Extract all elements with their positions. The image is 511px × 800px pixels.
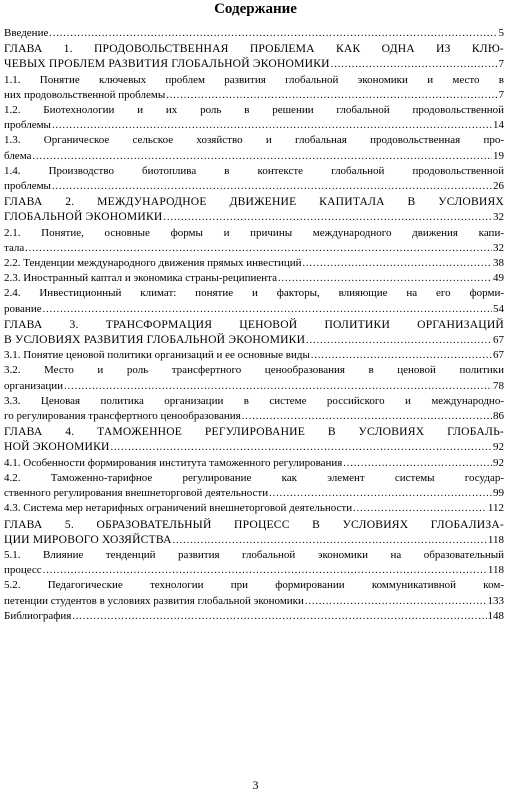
toc-entry-text-line: НОЙ ЭКОНОМИКИ	[4, 440, 110, 454]
toc-page-number: 26	[493, 180, 504, 193]
dot-leader	[49, 26, 497, 41]
toc-entry-last-line	[4, 409, 504, 424]
dot-leader	[25, 241, 492, 256]
toc-entry-text-line: 4.3. Система мер нетарифных ограничений внешнеторговой деятельности	[4, 502, 353, 515]
toc-entry-text-line: 1.1. Понятие ключевых проблем развития глобальной экономики и место в	[4, 73, 504, 86]
toc-page-number: 32	[493, 241, 504, 254]
dot-leader	[52, 179, 492, 194]
dot-leader	[353, 501, 487, 516]
dot-leader	[111, 440, 492, 455]
dot-leader	[303, 256, 493, 271]
toc-entry-text-line: ЦИИ МИРОВОГО ХОЗЯЙСТВА	[4, 532, 172, 546]
dot-leader	[242, 409, 492, 424]
toc-entry-text-line: 4.2. Таможенно-тарифное регулирование как элемент системы государ-	[4, 471, 504, 484]
toc-entry-text-line: 2.4. Инвестиционный климат: понятие и факторы, влияющие на его форми-	[4, 287, 504, 300]
dot-leader	[43, 563, 487, 578]
toc-page-number: 32	[493, 211, 504, 224]
toc-entry-last-line	[4, 179, 504, 194]
toc-entry-text-line: ственного регулирования внешнеторговой деятельности	[4, 487, 269, 500]
toc-entry-last-line	[4, 271, 504, 286]
toc-entry-last-line	[4, 532, 504, 548]
toc-entry	[4, 26, 504, 41]
toc-entry-last-line	[4, 209, 504, 225]
toc-page-number: 148	[487, 609, 504, 622]
toc-entry	[4, 548, 504, 578]
toc-entry-text-line: ГЛАВА 4. ТАМОЖЕННОЕ РЕГУЛИРОВАНИЕ В УСЛОВИЯХ ГЛОБАЛЬ-	[4, 425, 504, 439]
dot-leader	[331, 57, 498, 72]
toc-entry	[4, 103, 504, 133]
toc-entry-text-line: петенции студентов в условиях развития глобальной экономики	[4, 594, 304, 607]
dot-leader	[72, 609, 486, 624]
toc-entry-text-line: 4.1. Особенности формирования института таможенного регулирования	[4, 456, 343, 469]
toc-page-number: 78	[493, 379, 504, 392]
toc-entry-text-line: 3.2. Место и роль трансфертного ценообразования в ценовой политики	[4, 364, 504, 377]
dot-leader	[306, 333, 492, 348]
toc-chapter-entry	[4, 194, 504, 225]
page-number: 3	[252, 778, 259, 792]
toc-entry-last-line	[4, 594, 504, 609]
dot-leader	[311, 348, 492, 363]
toc-entry-last-line	[4, 486, 504, 501]
toc-entry	[4, 256, 504, 271]
toc-page-number: 92	[493, 456, 504, 469]
toc-entry	[4, 609, 504, 624]
toc-entry	[4, 164, 504, 194]
toc-page-number: 19	[493, 149, 504, 162]
toc-entry-text-line: 1.3. Органическое сельское хозяйство и глобальная продовольственная про-	[4, 134, 504, 147]
dot-leader	[163, 210, 492, 225]
toc-entry-text-line: 5.2. Педагогические технологии при формировании коммуникативной ком-	[4, 579, 504, 592]
toc-entry	[4, 73, 504, 103]
toc-entry-text-line: 3.3. Ценовая политика организации в системе российского и международно-	[4, 394, 504, 407]
toc-page-number: 5	[498, 27, 504, 39]
toc-entry-text-line: ЧЕВЫХ ПРОБЛЕМ РАЗВИТИЯ ГЛОБАЛЬНОЙ ЭКОНОМИКИ	[4, 57, 330, 71]
toc-page-number: 99	[493, 487, 504, 500]
toc-page-number: 38	[493, 257, 504, 270]
toc-page-number: 112	[487, 502, 504, 515]
table-of-contents	[4, 26, 504, 624]
dot-leader	[278, 271, 492, 286]
toc-entry-last-line	[4, 609, 504, 624]
toc-chapter-entry	[4, 424, 504, 455]
toc-entry-last-line	[4, 332, 504, 348]
dot-leader	[269, 486, 492, 501]
toc-entry	[4, 348, 504, 363]
toc-entry-last-line	[4, 302, 504, 317]
toc-entry-text-line: 1.2. Биотехнологии и их роль в решении глобальной продовольственной	[4, 104, 504, 117]
toc-entry	[4, 394, 504, 424]
toc-entry-text-line: ГЛАВА 5. ОБРАЗОВАТЕЛЬНЫЙ ПРОЦЕСС В УСЛОВИЯХ ГЛОБАЛИЗА-	[4, 517, 504, 531]
dot-leader	[166, 88, 497, 103]
toc-page-number: 133	[487, 594, 504, 607]
toc-entry-last-line	[4, 241, 504, 256]
toc-entry-last-line	[4, 501, 504, 516]
toc-page-number: 7	[498, 58, 504, 71]
toc-chapter-entry	[4, 41, 504, 72]
toc-entry-last-line	[4, 348, 504, 363]
toc-entry-text-line: 5.1. Влияние тенденций развития глобальной экономики на образовательный	[4, 548, 504, 561]
toc-entry-text-line: го регулирования трансфертного ценообразования	[4, 410, 241, 423]
toc-page-number: 86	[493, 410, 504, 423]
toc-page-number: 49	[493, 272, 504, 285]
toc-entry-text-line: рование	[4, 302, 42, 315]
toc-entry-text-line: 2.2. Тенденции международного движения прямых инвестиций	[4, 257, 302, 270]
toc-entry-last-line	[4, 379, 504, 394]
toc-entry-text-line: тала	[4, 241, 25, 254]
toc-entry-last-line	[4, 256, 504, 271]
toc-entry	[4, 363, 504, 393]
dot-leader	[343, 456, 492, 471]
toc-entry-text-line: 2.3. Иностранный каптал и экономика страны-реципиента	[4, 272, 277, 285]
dot-leader	[305, 594, 487, 609]
toc-entry	[4, 456, 504, 471]
toc-entry-last-line	[4, 56, 504, 72]
toc-entry	[4, 578, 504, 608]
toc-entry-text-line: проблемы	[4, 180, 51, 193]
toc-entry-last-line	[4, 563, 504, 578]
toc-entry-text-line: ГЛАВА 1. ПРОДОВОЛЬСТВЕННАЯ ПРОБЛЕМА КАК ОДНА ИЗ КЛЮ-	[4, 42, 504, 56]
toc-entry-text-line: 1.4. Производство биотоплива в контексте глобальной продовольственной	[4, 164, 504, 177]
page-title: Содержание	[214, 1, 297, 17]
toc-entry	[4, 501, 504, 516]
dot-leader	[43, 302, 492, 317]
dot-leader	[32, 149, 492, 164]
toc-entry-text-line: процесс	[4, 564, 42, 577]
toc-page-number: 67	[493, 334, 504, 347]
toc-entry-text-line: ГЛАВА 3. ТРАНСФОРМАЦИЯ ЦЕНОВОЙ ПОЛИТИКИ ОРГАНИЗАЦИЙ	[4, 317, 504, 331]
toc-entry-text-line: 3.1. Понятие ценовой политики организаций и ее основные виды	[4, 349, 310, 362]
toc-entry-text-line: них продовольственной проблемы	[4, 88, 166, 101]
toc-entry-last-line	[4, 88, 504, 103]
toc-entry-text-line: проблемы	[4, 119, 51, 132]
toc-entry-text-line: блема	[4, 149, 32, 162]
toc-page-number: 118	[487, 564, 504, 577]
toc-entry	[4, 471, 504, 501]
toc-entry	[4, 226, 504, 256]
toc-chapter-entry	[4, 517, 504, 548]
toc-page-number: 14	[493, 119, 504, 132]
toc-entry-last-line	[4, 149, 504, 164]
toc-entry-last-line	[4, 26, 504, 41]
toc-entry	[4, 286, 504, 316]
toc-entry-text-line: Введение	[4, 27, 49, 39]
dot-leader	[173, 533, 487, 548]
toc-entry-text-line: ГЛОБАЛЬНОЙ ЭКОНОМИКИ	[4, 210, 163, 224]
toc-page-number: 7	[498, 88, 504, 101]
dot-leader	[52, 118, 492, 133]
toc-entry-last-line	[4, 118, 504, 133]
toc-entry-last-line	[4, 456, 504, 471]
toc-entry-text-line: Библиография	[4, 609, 72, 622]
toc-entry	[4, 271, 504, 286]
toc-entry-text-line: организации	[4, 379, 64, 392]
toc-entry-text-line: 2.1. Понятие, основные формы и причины международного движения капи-	[4, 226, 504, 239]
toc-entry-text-line: ГЛАВА 2. МЕЖДУНАРОДНОЕ ДВИЖЕНИЕ КАПИТАЛА В УСЛОВИЯХ	[4, 195, 504, 209]
toc-entry-last-line	[4, 439, 504, 455]
toc-entry	[4, 133, 504, 163]
toc-chapter-entry	[4, 317, 504, 348]
toc-entry-text-line: В УСЛОВИЯХ РАЗВИТИЯ ГЛОБАЛЬНОЙ ЭКОНОМИКИ	[4, 333, 306, 347]
toc-page-number: 92	[493, 441, 504, 454]
toc-page-number: 54	[493, 302, 504, 315]
toc-page-number: 118	[487, 533, 504, 546]
dot-leader	[64, 379, 492, 394]
toc-page-number: 67	[493, 349, 504, 362]
